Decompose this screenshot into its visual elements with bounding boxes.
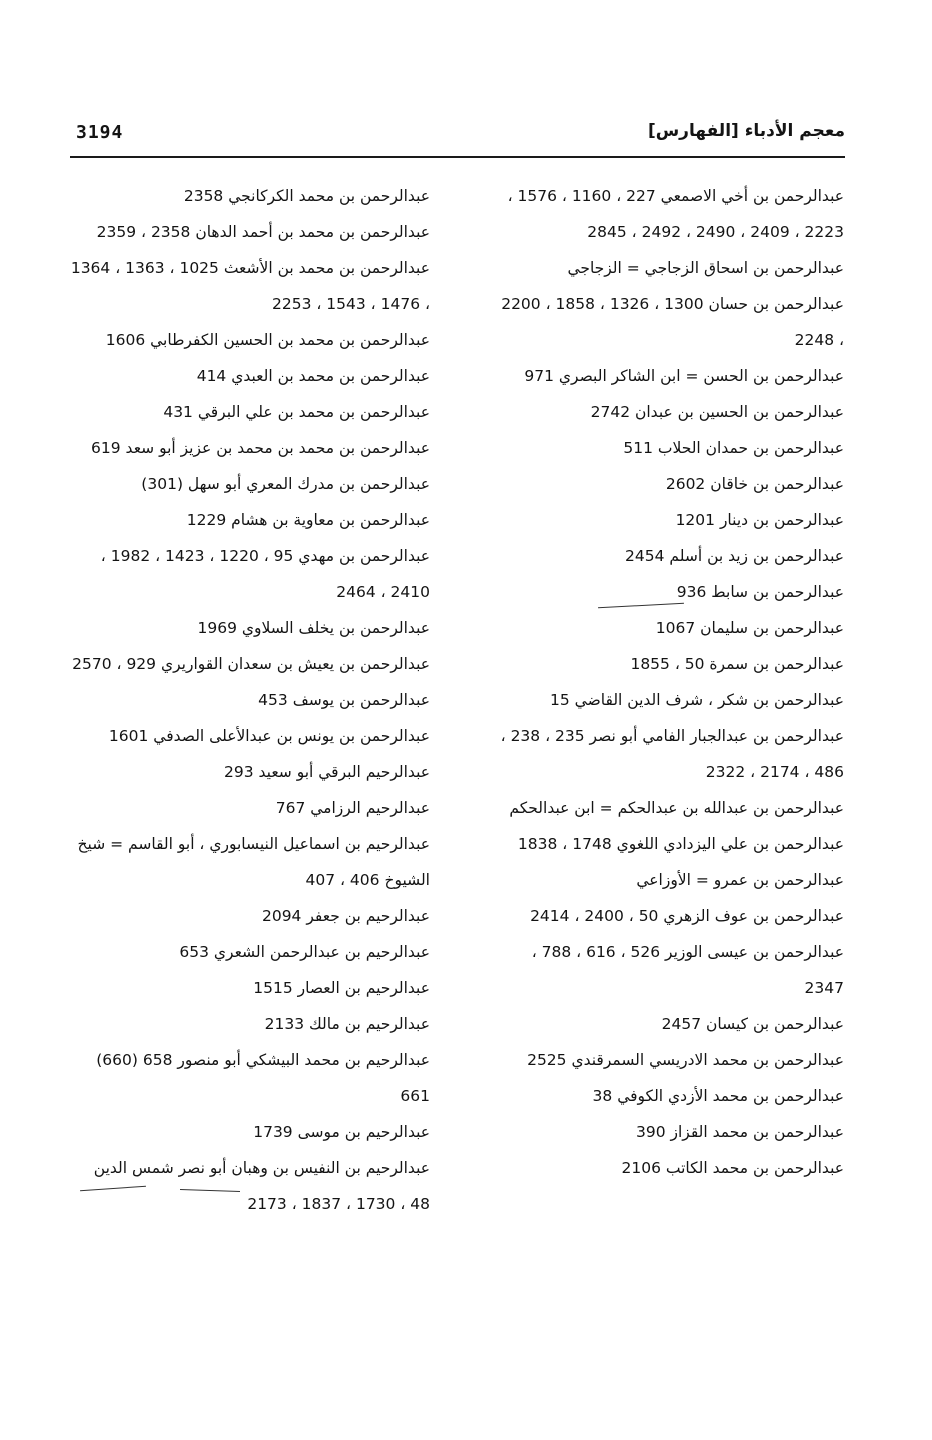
index-entry: عبدالرحمن بن عمرو = الأوزاعي <box>636 871 844 889</box>
index-entry: عبدالرحمن بن محمد الكاتب 2106 <box>621 1159 844 1177</box>
index-column-right <box>492 178 844 1186</box>
index-entry: عبدالرحمن بن علي اليزدادي اللغوي 1748 ، 1838 <box>517 835 844 853</box>
index-entry: عبدالرحمن بن عوف الزهري 50 ، 2400 ، 2414 <box>530 907 844 925</box>
index-entry: عبدالرحمن بن اسحاق الزجاجي = الزجاجي <box>567 259 844 277</box>
index-entry: عبدالرحمن بن محمد بن الحسين الكفرطابي 1606 <box>105 331 430 349</box>
index-entry: عبدالرحمن بن محمد بن علي البرقي 431 <box>163 403 430 421</box>
index-entry: عبدالرحمن بن محمد القزاز 390 <box>635 1123 844 1141</box>
index-entry: عبدالرحيم بن مالك 2133 <box>264 1015 430 1033</box>
index-entry: عبدالرحمن بن سليمان 1067 <box>655 619 844 637</box>
index-entry: عبدالرحمن بن أخي الاصمعي 227 ، 1160 ، 1576 ، 2223 ، 2409 ، 2490 ، 2492 ، 2845 <box>507 187 844 241</box>
index-entry: عبدالرحمن بن محمد بن أحمد الدهان 2358 ، 2359 <box>96 223 430 241</box>
index-entry: عبدالرحيم بن العصار 1515 <box>253 979 430 997</box>
index-entry: عبدالرحمن بن كيسان 2457 <box>661 1015 844 1033</box>
index-entry: عبدالرحمن بن مهدي 95 ، 1220 ، 1423 ، 1982 ، 2410 ، 2464 <box>100 547 430 601</box>
index-entry: عبدالرحمن بن معاوية بن هشام 1229 <box>186 511 430 529</box>
index-entry: عبدالرحمن بن شكر ، شرف الدين القاضي 15 <box>550 691 844 709</box>
index-entry: عبدالرحيم الرزامي 767 <box>275 799 430 817</box>
index-entry: عبدالرحمن بن عيسى الوزير 526 ، 616 ، 788 ، 2347 <box>531 943 844 997</box>
index-column-left <box>70 178 430 1222</box>
index-entry: عبدالرحمن بن زيد بن أسلم 2454 <box>625 547 844 565</box>
index-entry: عبدالرحمن بن سابط 936 <box>676 583 844 601</box>
index-entry: عبدالرحمن بن يخلف السلاوي 1969 <box>197 619 430 637</box>
index-entry: عبدالرحمن بن الحسين بن عبدان 2742 <box>590 403 844 421</box>
index-entry: عبدالرحيم بن النفيس بن وهبان أبو نصر شمس الدين 48 ، 1730 ، 1837 ، 2173 <box>93 1159 430 1213</box>
index-entry: عبدالرحمن بن محمد الأزدي الكوفي 38 <box>592 1087 844 1105</box>
index-entry: عبدالرحمن بن محمد الادريسي السمرقندي 2525 <box>527 1051 844 1069</box>
index-entry: عبدالرحمن بن حسان 1300 ، 1326 ، 1858 ، 2200 ، 2248 <box>501 295 844 349</box>
index-entry: عبدالرحيم بن محمد البيشكي أبو منصور 658 (660) 661 <box>96 1051 430 1105</box>
index-entry: عبدالرحمن بن محمد بن العبدي 414 <box>196 367 430 385</box>
page-header <box>70 112 845 158</box>
page-number: 3194 <box>76 122 124 143</box>
running-title: معجم الأدباء [الفهارس] <box>647 121 845 141</box>
index-entry: عبدالرحمن بن مدرك المعري أبو سهل (301) <box>141 475 430 493</box>
index-entry: عبدالرحمن بن محمد بن محمد بن عزيز أبو سعد 619 <box>91 439 430 457</box>
index-entry: عبدالرحيم البرقي أبو سعيد 293 <box>223 763 430 781</box>
index-entry: عبدالرحيم بن اسماعيل النيسابوري ، أبو القاسم = شيخ الشيوخ 406 ، 407 <box>77 835 430 889</box>
index-entry: عبدالرحمن بن حمدان الحلاب 511 <box>623 439 844 457</box>
index-entry: عبدالرحمن بن الحسن = ابن الشاكر البصري 971 <box>524 367 844 385</box>
index-entry: عبدالرحمن بن يعيش بن سعدان القواريري 929 ، 2570 <box>72 655 430 673</box>
index-entry: عبدالرحمن بن محمد الكركانجي 2358 <box>183 187 430 205</box>
index-entry: عبدالرحيم بن موسى 1739 <box>253 1123 430 1141</box>
index-entry: عبدالرحمن بن محمد بن الأشعث 1025 ، 1363 ، 1364 ، 1476 ، 1543 ، 2253 <box>70 259 430 313</box>
index-entry: عبدالرحمن بن سمرة 50 ، 1855 <box>630 655 844 673</box>
index-entry: عبدالرحمن بن يوسف 453 <box>258 691 430 709</box>
index-entry: عبدالرحمن بن عبدالله بن عبدالحكم = ابن عبدالحكم <box>509 799 844 817</box>
index-entry: عبدالرحيم بن جعفر 2094 <box>261 907 430 925</box>
index-entry: عبدالرحمن بن دينار 1201 <box>675 511 844 529</box>
index-entry: عبدالرحمن بن يونس بن عبدالأعلى الصدفي 1601 <box>108 727 430 745</box>
index-entry: عبدالرحمن بن خاقان 2602 <box>665 475 844 493</box>
index-entry: عبدالرحيم بن عبدالرحمن الشعري 653 <box>179 943 430 961</box>
index-entry: عبدالرحمن بن عبدالجبار الفامي أبو نصر 235 ، 238 ، 486 ، 2174 ، 2322 <box>500 727 844 781</box>
